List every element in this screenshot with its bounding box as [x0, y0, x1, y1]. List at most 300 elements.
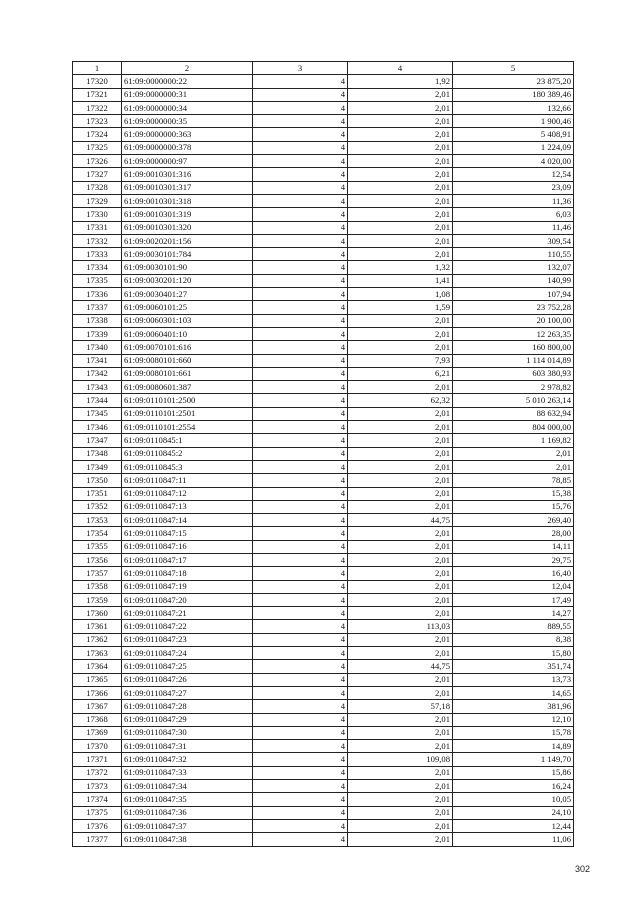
cadastral-number-cell: 61:09:0110847:28	[122, 700, 253, 713]
cadastral-number-cell: 61:09:0110847:23	[122, 633, 253, 646]
row-number-cell: 17340	[73, 341, 122, 354]
rate-cell: 2,01	[348, 553, 453, 566]
rate-cell: 2,01	[348, 673, 453, 686]
rate-cell: 2,01	[348, 421, 453, 434]
category-cell: 4	[253, 567, 348, 580]
row-number-cell: 17362	[73, 633, 122, 646]
amount-cell: 381,96	[453, 700, 574, 713]
row-number-cell: 17337	[73, 301, 122, 314]
table-row	[73, 354, 574, 367]
row-number-cell: 17369	[73, 726, 122, 739]
amount-cell: 12,54	[453, 168, 574, 181]
amount-cell: 8,38	[453, 633, 574, 646]
row-number-cell: 17368	[73, 713, 122, 726]
category-cell: 4	[253, 354, 348, 367]
category-cell: 4	[253, 128, 348, 141]
table-row	[73, 261, 574, 274]
cadastral-number-cell: 61:09:0080101:660	[122, 354, 253, 367]
row-number-cell: 17324	[73, 128, 122, 141]
table-row	[73, 673, 574, 686]
table-row	[73, 141, 574, 154]
rate-cell: 2,01	[348, 527, 453, 540]
row-number-cell: 17349	[73, 460, 122, 473]
table-row	[73, 766, 574, 779]
amount-cell: 12,44	[453, 819, 574, 832]
table-row	[73, 381, 574, 394]
row-number-cell: 17361	[73, 620, 122, 633]
rate-cell: 1,59	[348, 301, 453, 314]
row-number-cell: 17351	[73, 487, 122, 500]
amount-cell: 160 800,00	[453, 341, 574, 354]
amount-cell: 309,54	[453, 234, 574, 247]
row-number-cell: 17352	[73, 500, 122, 513]
cadastral-number-cell: 61:09:0110845:1	[122, 434, 253, 447]
row-number-cell: 17341	[73, 354, 122, 367]
category-cell: 4	[253, 660, 348, 673]
rate-cell: 2,01	[348, 327, 453, 340]
rate-cell: 1,32	[348, 261, 453, 274]
amount-cell: 15,38	[453, 487, 574, 500]
rate-cell: 1,92	[348, 75, 453, 88]
rate-cell: 2,01	[348, 407, 453, 420]
cadastral-number-cell: 61:09:0110847:32	[122, 753, 253, 766]
table-row	[73, 833, 574, 846]
amount-cell: 14,11	[453, 540, 574, 553]
rate-cell: 2,01	[348, 141, 453, 154]
category-cell: 4	[253, 141, 348, 154]
category-cell: 4	[253, 367, 348, 380]
rate-cell: 57,18	[348, 700, 453, 713]
amount-cell: 15,80	[453, 647, 574, 660]
amount-cell: 6,03	[453, 208, 574, 221]
rate-cell: 2,01	[348, 500, 453, 513]
table-row	[73, 726, 574, 739]
cadastral-number-cell: 61:09:0010301:318	[122, 194, 253, 207]
row-number-cell: 17335	[73, 274, 122, 287]
cadastral-number-cell: 61:09:0110847:12	[122, 487, 253, 500]
rate-cell: 2,01	[348, 447, 453, 460]
rate-cell: 2,01	[348, 580, 453, 593]
cadastral-number-cell: 61:09:0110845:3	[122, 460, 253, 473]
amount-cell: 107,94	[453, 288, 574, 301]
cadastral-number-cell: 61:09:0110847:30	[122, 726, 253, 739]
rate-cell: 2,01	[348, 806, 453, 819]
table-row	[73, 248, 574, 261]
rate-cell: 2,01	[348, 567, 453, 580]
table-row	[73, 753, 574, 766]
cadastral-number-cell: 61:09:0110847:17	[122, 553, 253, 566]
amount-cell: 1 114 014,89	[453, 354, 574, 367]
row-number-cell: 17356	[73, 553, 122, 566]
cadastral-number-cell: 61:09:0000000:34	[122, 101, 253, 114]
row-number-cell: 17355	[73, 540, 122, 553]
cadastral-number-cell: 61:09:0030401:27	[122, 288, 253, 301]
amount-cell: 15,76	[453, 500, 574, 513]
row-number-cell: 17325	[73, 141, 122, 154]
category-cell: 4	[253, 647, 348, 660]
table-row	[73, 75, 574, 88]
table-row	[73, 407, 574, 420]
amount-cell: 1 900,46	[453, 115, 574, 128]
rate-cell: 2,01	[348, 341, 453, 354]
rate-cell: 2,01	[348, 713, 453, 726]
table-row	[73, 367, 574, 380]
table-row	[73, 394, 574, 407]
header-row	[73, 62, 574, 75]
category-cell: 4	[253, 713, 348, 726]
category-cell: 4	[253, 288, 348, 301]
rate-cell: 2,01	[348, 221, 453, 234]
amount-cell: 24,10	[453, 806, 574, 819]
table-row	[73, 660, 574, 673]
table-row	[73, 168, 574, 181]
amount-cell: 269,40	[453, 514, 574, 527]
category-cell: 4	[253, 301, 348, 314]
cadastral-number-cell: 61:09:0110847:22	[122, 620, 253, 633]
amount-cell: 10,05	[453, 793, 574, 806]
category-cell: 4	[253, 540, 348, 553]
cadastral-number-cell: 61:09:0110847:20	[122, 593, 253, 606]
amount-cell: 23,09	[453, 181, 574, 194]
row-number-cell: 17323	[73, 115, 122, 128]
row-number-cell: 17329	[73, 194, 122, 207]
category-cell: 4	[253, 168, 348, 181]
cadastral-number-cell: 61:09:0110847:21	[122, 607, 253, 620]
amount-cell: 28,00	[453, 527, 574, 540]
table-row	[73, 314, 574, 327]
row-number-cell: 17359	[73, 593, 122, 606]
column-header: 2	[122, 62, 253, 75]
category-cell: 4	[253, 101, 348, 114]
row-number-cell: 17370	[73, 740, 122, 753]
row-number-cell: 17350	[73, 474, 122, 487]
amount-cell: 2 978,82	[453, 381, 574, 394]
category-cell: 4	[253, 780, 348, 793]
category-cell: 4	[253, 673, 348, 686]
category-cell: 4	[253, 580, 348, 593]
amount-cell: 110,55	[453, 248, 574, 261]
table-row	[73, 500, 574, 513]
amount-cell: 5 010 263,14	[453, 394, 574, 407]
cadastral-number-cell: 61:09:0080601:387	[122, 381, 253, 394]
cadastral-number-cell: 61:09:0110847:25	[122, 660, 253, 673]
rate-cell: 2,01	[348, 726, 453, 739]
amount-cell: 14,65	[453, 686, 574, 699]
table-row	[73, 301, 574, 314]
cadastral-number-cell: 61:09:0110101:2554	[122, 421, 253, 434]
row-number-cell: 17338	[73, 314, 122, 327]
row-number-cell: 17367	[73, 700, 122, 713]
table-row	[73, 780, 574, 793]
category-cell: 4	[253, 593, 348, 606]
cadastral-number-cell: 61:09:0010301:320	[122, 221, 253, 234]
table-row	[73, 553, 574, 566]
cadastral-number-cell: 61:09:0070101:616	[122, 341, 253, 354]
category-cell: 4	[253, 487, 348, 500]
cadastral-number-cell: 61:09:0030201:120	[122, 274, 253, 287]
row-number-cell: 17357	[73, 567, 122, 580]
rate-cell: 113,03	[348, 620, 453, 633]
cadastral-number-cell: 61:09:0080101:661	[122, 367, 253, 380]
row-number-cell: 17372	[73, 766, 122, 779]
rate-cell: 2,01	[348, 647, 453, 660]
cadastral-number-cell: 61:09:0110847:35	[122, 793, 253, 806]
category-cell: 4	[253, 700, 348, 713]
amount-cell: 11,36	[453, 194, 574, 207]
cadastral-number-cell: 61:09:0110847:33	[122, 766, 253, 779]
table-row	[73, 819, 574, 832]
column-header: 5	[453, 62, 574, 75]
cadastral-number-cell: 61:09:0060301:103	[122, 314, 253, 327]
table-row	[73, 447, 574, 460]
row-number-cell: 17376	[73, 819, 122, 832]
cadastral-number-cell: 61:09:0110847:26	[122, 673, 253, 686]
table-row	[73, 327, 574, 340]
cadastral-number-cell: 61:09:0010301:316	[122, 168, 253, 181]
category-cell: 4	[253, 740, 348, 753]
row-number-cell: 17365	[73, 673, 122, 686]
row-number-cell: 17373	[73, 780, 122, 793]
row-number-cell: 17330	[73, 208, 122, 221]
amount-cell: 13,73	[453, 673, 574, 686]
amount-cell: 88 632,94	[453, 407, 574, 420]
category-cell: 4	[253, 474, 348, 487]
cadastral-number-cell: 61:09:0110847:38	[122, 833, 253, 846]
row-number-cell: 17360	[73, 607, 122, 620]
row-number-cell: 17346	[73, 421, 122, 434]
amount-cell: 2,01	[453, 460, 574, 473]
rate-cell: 2,01	[348, 474, 453, 487]
category-cell: 4	[253, 527, 348, 540]
cadastral-number-cell: 61:09:0110847:36	[122, 806, 253, 819]
table-row	[73, 567, 574, 580]
amount-cell: 78,85	[453, 474, 574, 487]
table-row	[73, 460, 574, 473]
row-number-cell: 17332	[73, 234, 122, 247]
rate-cell: 2,01	[348, 248, 453, 261]
row-number-cell: 17336	[73, 288, 122, 301]
cadastral-number-cell: 61:09:0030101:784	[122, 248, 253, 261]
cadastral-number-cell: 61:09:0000000:22	[122, 75, 253, 88]
amount-cell: 12 263,35	[453, 327, 574, 340]
rate-cell: 2,01	[348, 155, 453, 168]
amount-cell: 603 380,93	[453, 367, 574, 380]
row-number-cell: 17333	[73, 248, 122, 261]
column-header: 4	[348, 62, 453, 75]
amount-cell: 29,75	[453, 553, 574, 566]
table-row	[73, 607, 574, 620]
table-row	[73, 633, 574, 646]
row-number-cell: 17327	[73, 168, 122, 181]
category-cell: 4	[253, 248, 348, 261]
cadastral-number-cell: 61:09:0110847:15	[122, 527, 253, 540]
page-number: 302	[574, 864, 590, 874]
cadastral-number-cell: 61:09:0000000:35	[122, 115, 253, 128]
amount-cell: 804 000,00	[453, 421, 574, 434]
amount-cell: 23 752,28	[453, 301, 574, 314]
rate-cell: 2,01	[348, 128, 453, 141]
rate-cell: 44,75	[348, 514, 453, 527]
row-number-cell: 17334	[73, 261, 122, 274]
amount-cell: 12,10	[453, 713, 574, 726]
rate-cell: 2,01	[348, 819, 453, 832]
row-number-cell: 17321	[73, 88, 122, 101]
category-cell: 4	[253, 607, 348, 620]
category-cell: 4	[253, 261, 348, 274]
amount-cell: 11,06	[453, 833, 574, 846]
cadastral-number-cell: 61:09:0110847:19	[122, 580, 253, 593]
cadastral-number-cell: 61:09:0110847:29	[122, 713, 253, 726]
table-row	[73, 88, 574, 101]
amount-cell: 1 169,82	[453, 434, 574, 447]
cadastral-number-cell: 61:09:0010301:317	[122, 181, 253, 194]
row-number-cell: 17374	[73, 793, 122, 806]
table-row	[73, 487, 574, 500]
row-number-cell: 17354	[73, 527, 122, 540]
category-cell: 4	[253, 633, 348, 646]
table-row	[73, 514, 574, 527]
cadastral-number-cell: 61:09:0060401:10	[122, 327, 253, 340]
amount-cell: 140,99	[453, 274, 574, 287]
row-number-cell: 17363	[73, 647, 122, 660]
rate-cell: 2,01	[348, 780, 453, 793]
rate-cell: 2,01	[348, 487, 453, 500]
amount-cell: 132,07	[453, 261, 574, 274]
table-row	[73, 208, 574, 221]
category-cell: 4	[253, 434, 348, 447]
category-cell: 4	[253, 407, 348, 420]
rate-cell: 2,01	[348, 766, 453, 779]
amount-cell: 11,46	[453, 221, 574, 234]
category-cell: 4	[253, 793, 348, 806]
cadastral-number-cell: 61:09:0000000:97	[122, 155, 253, 168]
row-number-cell: 17342	[73, 367, 122, 380]
rate-cell: 2,01	[348, 88, 453, 101]
rate-cell: 2,01	[348, 314, 453, 327]
category-cell: 4	[253, 274, 348, 287]
category-cell: 4	[253, 447, 348, 460]
category-cell: 4	[253, 500, 348, 513]
category-cell: 4	[253, 327, 348, 340]
category-cell: 4	[253, 726, 348, 739]
row-number-cell: 17339	[73, 327, 122, 340]
cadastral-number-cell: 61:09:0110847:18	[122, 567, 253, 580]
rate-cell: 1,08	[348, 288, 453, 301]
table-row	[73, 647, 574, 660]
column-header: 3	[253, 62, 348, 75]
amount-cell: 4 020,00	[453, 155, 574, 168]
amount-cell: 14,89	[453, 740, 574, 753]
amount-cell: 12,04	[453, 580, 574, 593]
row-number-cell: 17320	[73, 75, 122, 88]
category-cell: 4	[253, 394, 348, 407]
table-row	[73, 421, 574, 434]
table-row	[73, 101, 574, 114]
cadastral-number-cell: 61:09:0020201:156	[122, 234, 253, 247]
amount-cell: 16,24	[453, 780, 574, 793]
rate-cell: 2,01	[348, 168, 453, 181]
table-row	[73, 221, 574, 234]
category-cell: 4	[253, 234, 348, 247]
table-row	[73, 434, 574, 447]
cadastral-number-cell: 61:09:0110847:16	[122, 540, 253, 553]
cadastral-number-cell: 61:09:0030101:90	[122, 261, 253, 274]
row-number-cell: 17347	[73, 434, 122, 447]
category-cell: 4	[253, 88, 348, 101]
rate-cell: 2,01	[348, 115, 453, 128]
cadastral-number-cell: 61:09:0110101:2501	[122, 407, 253, 420]
rate-cell: 2,01	[348, 633, 453, 646]
category-cell: 4	[253, 155, 348, 168]
rate-cell: 44,75	[348, 660, 453, 673]
cadastral-number-cell: 61:09:0110847:11	[122, 474, 253, 487]
row-number-cell: 17364	[73, 660, 122, 673]
rate-cell: 2,01	[348, 593, 453, 606]
category-cell: 4	[253, 460, 348, 473]
category-cell: 4	[253, 766, 348, 779]
category-cell: 4	[253, 194, 348, 207]
cadastral-number-cell: 61:09:0110847:27	[122, 686, 253, 699]
amount-cell: 2,01	[453, 447, 574, 460]
rate-cell: 2,01	[348, 540, 453, 553]
category-cell: 4	[253, 833, 348, 846]
amount-cell: 351,74	[453, 660, 574, 673]
row-number-cell: 17366	[73, 686, 122, 699]
cadastral-number-cell: 61:09:0110847:31	[122, 740, 253, 753]
row-number-cell: 17326	[73, 155, 122, 168]
rate-cell: 109,08	[348, 753, 453, 766]
column-header: 1	[73, 62, 122, 75]
table-body	[73, 75, 574, 846]
row-number-cell: 17377	[73, 833, 122, 846]
table-row	[73, 274, 574, 287]
rate-cell: 2,01	[348, 181, 453, 194]
category-cell: 4	[253, 806, 348, 819]
row-number-cell: 17343	[73, 381, 122, 394]
cadastral-number-cell: 61:09:0110845:2	[122, 447, 253, 460]
cadastral-number-cell: 61:09:0000000:378	[122, 141, 253, 154]
category-cell: 4	[253, 620, 348, 633]
amount-cell: 16,40	[453, 567, 574, 580]
table-row	[73, 713, 574, 726]
cadastral-number-cell: 61:09:0010301:319	[122, 208, 253, 221]
amount-cell: 15,78	[453, 726, 574, 739]
cadastral-number-cell: 61:09:0110847:14	[122, 514, 253, 527]
category-cell: 4	[253, 381, 348, 394]
row-number-cell: 17371	[73, 753, 122, 766]
rate-cell: 2,01	[348, 381, 453, 394]
rate-cell: 2,01	[348, 434, 453, 447]
cadastral-number-cell: 61:09:0000000:31	[122, 88, 253, 101]
cadastral-number-cell: 61:09:0110847:34	[122, 780, 253, 793]
amount-cell: 1 224,09	[453, 141, 574, 154]
amount-cell: 132,66	[453, 101, 574, 114]
category-cell: 4	[253, 314, 348, 327]
table-row	[73, 593, 574, 606]
amount-cell: 14,27	[453, 607, 574, 620]
rate-cell: 2,01	[348, 607, 453, 620]
category-cell: 4	[253, 221, 348, 234]
table-row	[73, 474, 574, 487]
table-row	[73, 793, 574, 806]
table-row	[73, 288, 574, 301]
row-number-cell: 17322	[73, 101, 122, 114]
category-cell: 4	[253, 514, 348, 527]
table-row	[73, 580, 574, 593]
rate-cell: 6,21	[348, 367, 453, 380]
row-number-cell: 17328	[73, 181, 122, 194]
table-row	[73, 115, 574, 128]
